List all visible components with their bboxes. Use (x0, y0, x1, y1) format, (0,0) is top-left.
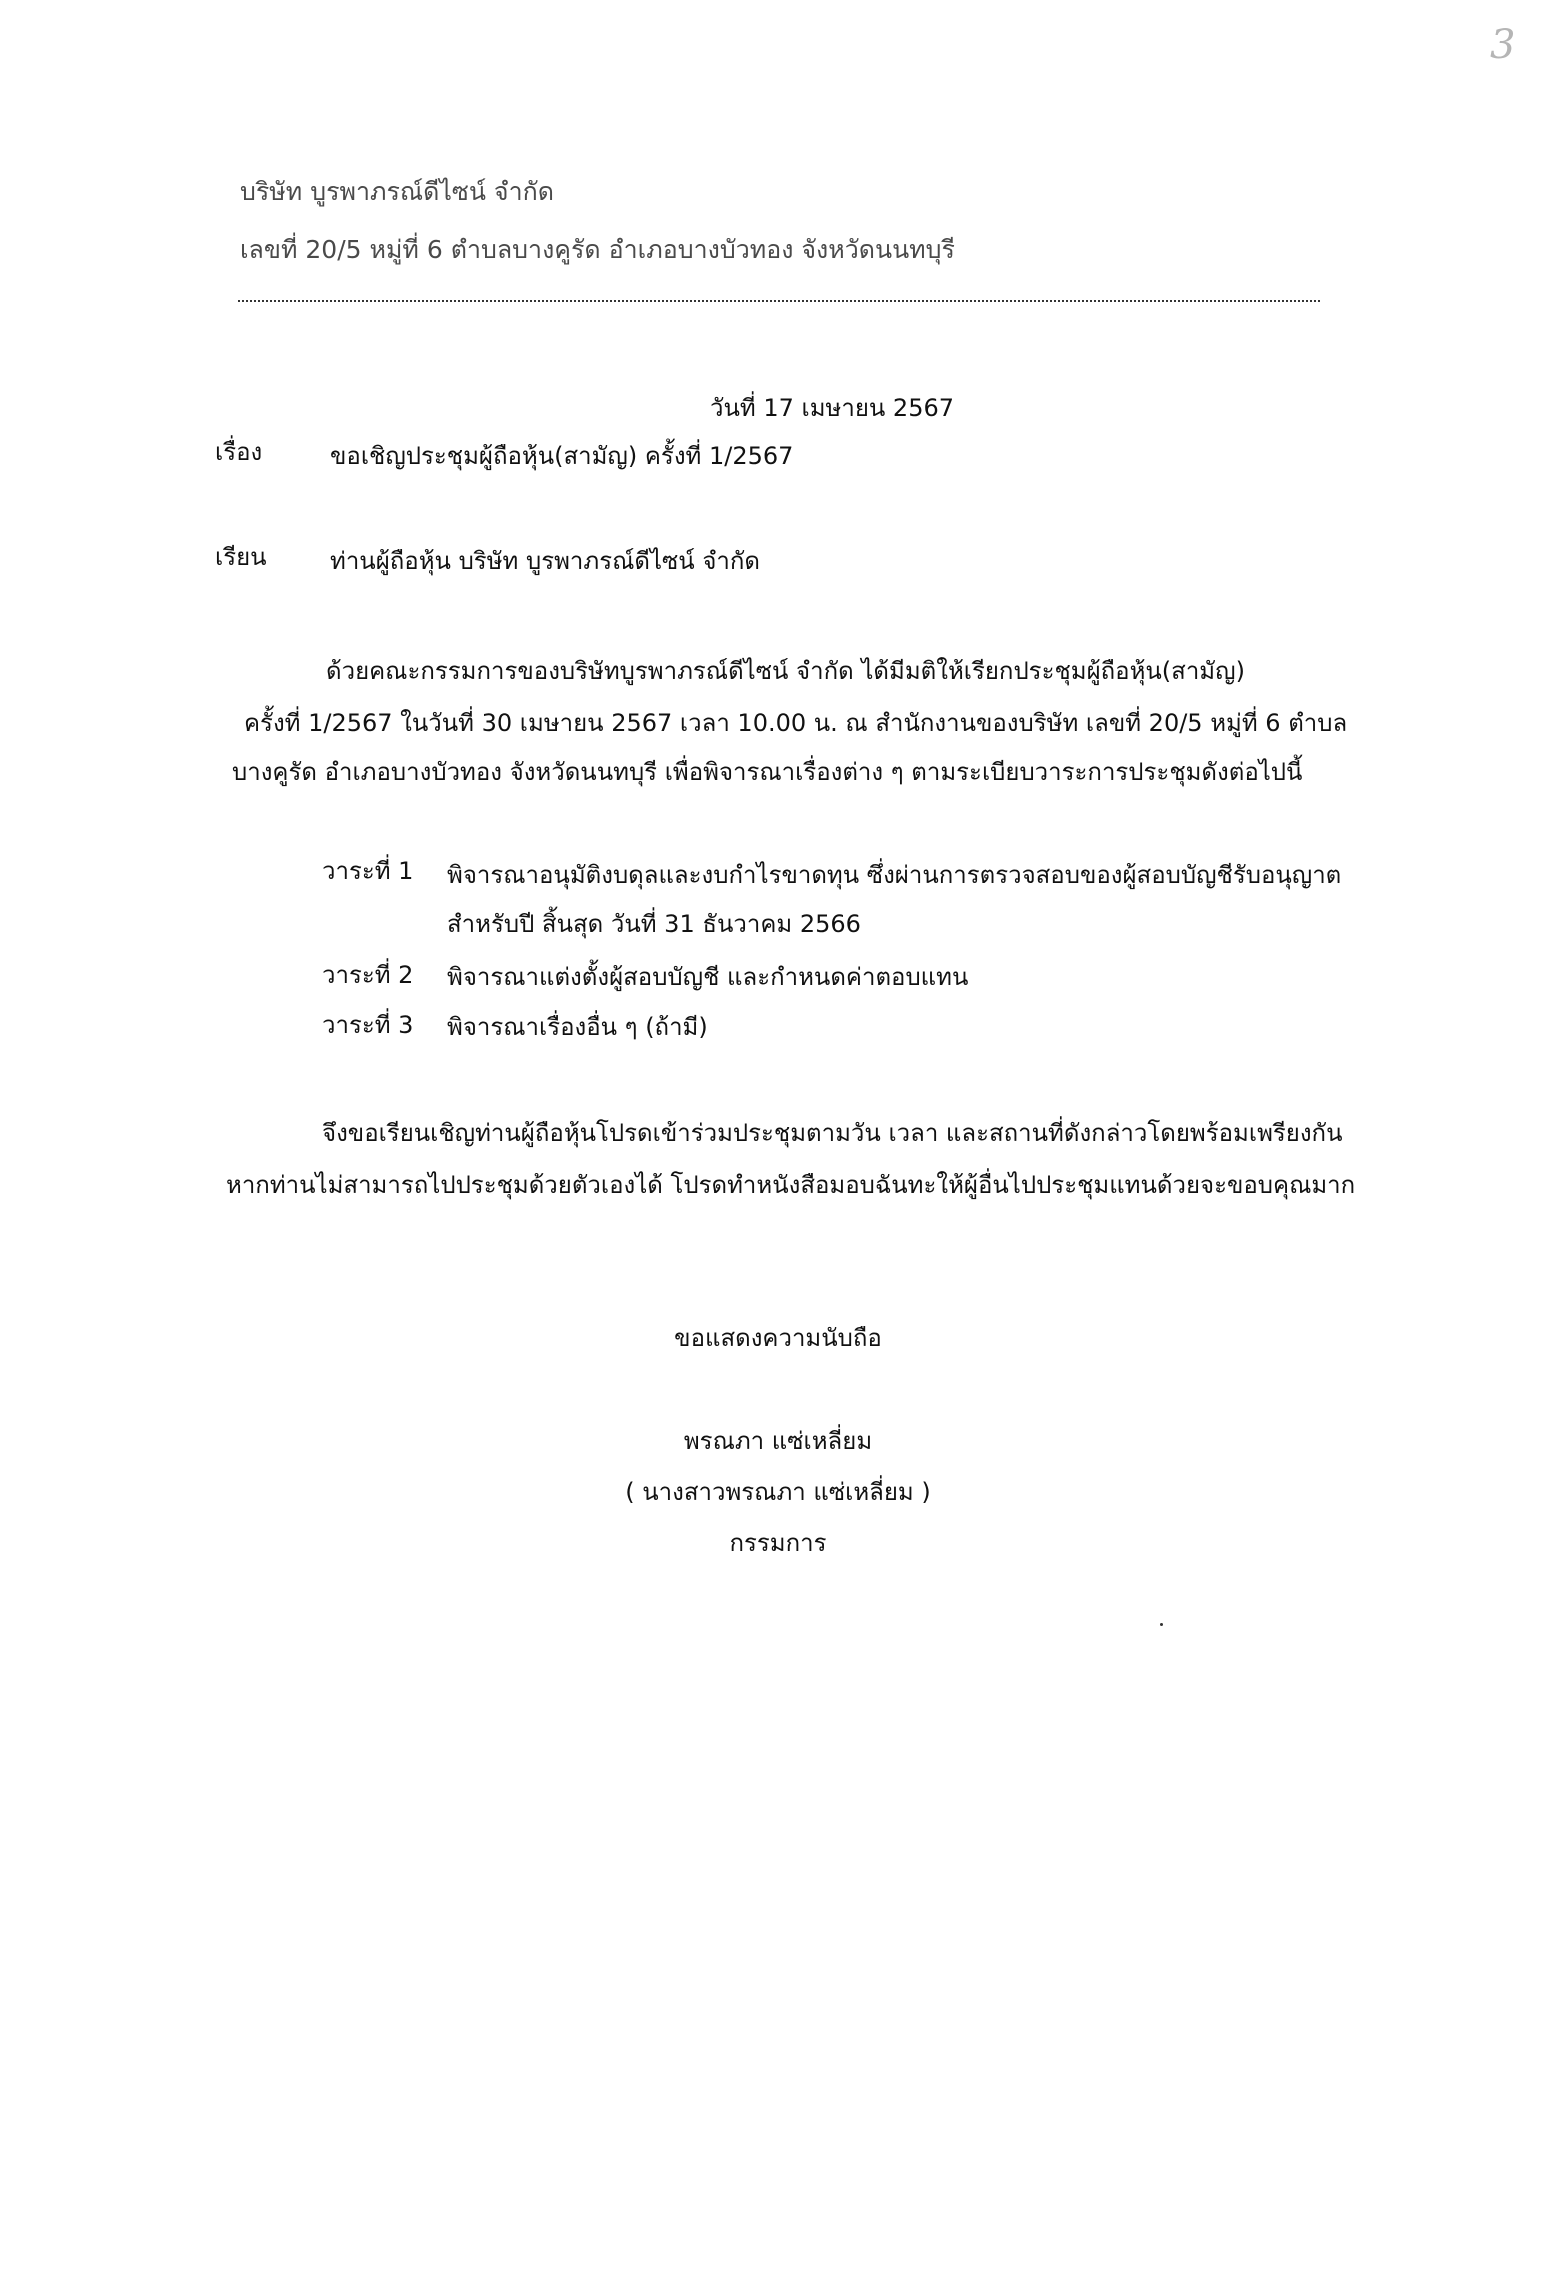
agenda-item-3-label: วาระที่ 3 (322, 1011, 414, 1039)
agenda-item-1-label: วาระที่ 1 (322, 857, 414, 885)
agenda-item-1-text: สำหรับปี สิ้นสุด วันที่ 31 ธันวาคม 2566 (447, 910, 861, 938)
page-number-mark: 3 (1490, 22, 1516, 68)
letter-date: วันที่ 17 เมษายน 2567 (710, 394, 954, 422)
subject-text: ขอเชิญประชุมผู้ถือหุ้น(สามัญ) ครั้งที่ 1/2567 (330, 442, 794, 470)
recipient-label: เรียน (215, 543, 267, 571)
letterhead-company: บริษัท บูรพาภรณ์ดีไซน์ จำกัด (240, 177, 554, 206)
agenda-item-1-text: พิจารณาอนุมัติงบดุลและงบกำไรขาดทุน ซึ่งผ่านการตรวจสอบของผู้สอบบัญชีรับอนุญาต (447, 861, 1342, 889)
letterhead-divider (238, 300, 1320, 302)
closing-line: หากท่านไม่สามารถไปประชุมด้วยตัวเองได้ โปรดทำหนังสือมอบฉันทะให้ผู้อื่นไปประชุมแทนด้วยจะขอบคุณมาก (226, 1171, 1356, 1199)
scan-speck (1160, 1623, 1163, 1626)
agenda-item-2-text: พิจารณาแต่งตั้งผู้สอบบัญชี และกำหนดค่าตอบแทน (447, 963, 969, 991)
signature-signed-name: พรณภา แซ่เหลี่ยม (683, 1427, 873, 1455)
intro-line: ครั้งที่ 1/2567 ในวันที่ 30 เมษายน 2567 เวลา 10.00 น. ณ สำนักงานของบริษัท เลขที่ 20/5 หมู่ที่ 6 ตำบล (244, 709, 1348, 737)
closing-line: จึงขอเรียนเชิญท่านผู้ถือหุ้นโปรดเข้าร่วมประชุมตามวัน เวลา และสถานที่ดังกล่าวโดยพร้อมเพรียงกัน (322, 1119, 1343, 1147)
recipient-text: ท่านผู้ถือหุ้น บริษัท บูรพาภรณ์ดีไซน์ จำกัด (330, 547, 760, 575)
intro-line: บางคูรัด อำเภอบางบัวทอง จังหวัดนนทบุรี เพื่อพิจารณาเรื่องต่าง ๆ ตามระเบียบวาระการประชุมดังต่อไปนี้ (232, 758, 1303, 786)
signature-full-name: ( นางสาวพรณภา แซ่เหลี่ยม ) (625, 1478, 931, 1506)
signature-salutation: ขอแสดงความนับถือ (674, 1324, 882, 1352)
agenda-item-2-label: วาระที่ 2 (322, 961, 414, 989)
signature-title: กรรมการ (729, 1529, 827, 1557)
letterhead-address: เลขที่ 20/5 หมู่ที่ 6 ตำบลบางคูรัด อำเภอบางบัวทอง จังหวัดนนทบุรี (240, 235, 955, 264)
intro-line: ด้วยคณะกรรมการของบริษัทบูรพาภรณ์ดีไซน์ จำกัด ได้มีมติให้เรียกประชุมผู้ถือหุ้น(สามัญ) (326, 657, 1245, 685)
subject-label: เรื่อง (215, 438, 263, 466)
agenda-item-3-text: พิจารณาเรื่องอื่น ๆ (ถ้ามี) (447, 1013, 708, 1041)
